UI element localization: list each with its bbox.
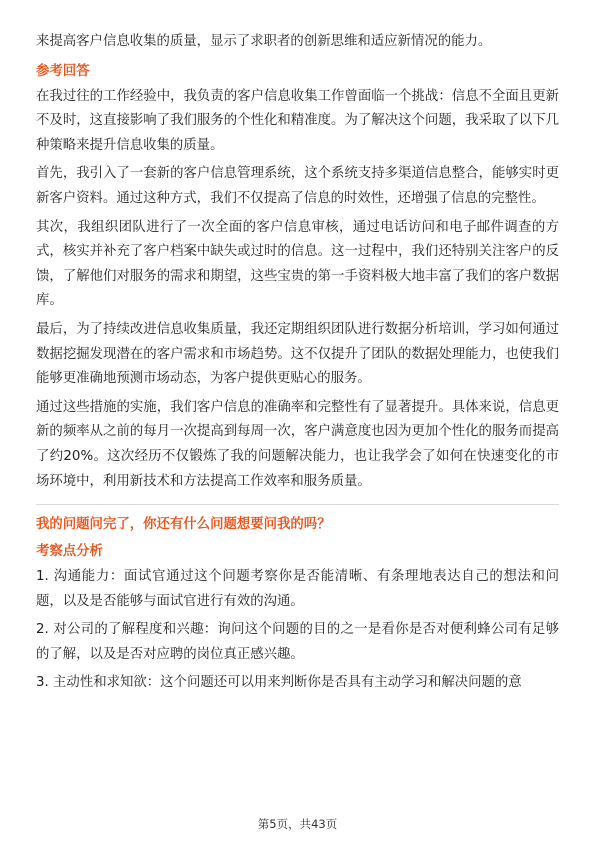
analysis-item: 3. 主动性和求知欲：这个问题还可以用来判断你是否具有主动学习和解决问题的意 (36, 675, 522, 691)
answer-paragraph: 在我过往的工作经验中，我负责的客户信息收集工作曾面临一个挑战：信息不全面且更新不及时，这直接影响了我们服务的个性化和精准度。为了解决这个问题，我采取了以下几种策略来提升信息收集的质量。 (36, 88, 559, 153)
question-title: 我的问题问完了，你还有什么问题想要问我的吗？ (36, 517, 331, 533)
answer-paragraph: 首先，我引入了一套新的客户信息管理系统，这个系统支持多渠道信息整合，能够实时更新客户资料。通过这种方式，我们不仅提高了信息的时效性，还增强了信息的完整性。 (36, 166, 559, 206)
analysis-item: 1. 沟通能力：面试官通过这个问题考察你是否能清晰、有条理地表达自己的想法和问题，以及是否能够与面试官进行有效的沟通。 (36, 569, 559, 609)
answer-paragraph: 最后，为了持续改进信息收集质量，我还定期组织团队进行数据分析培训，学习如何通过数据挖掘发现潜在的客户需求和市场趋势。这不仅提升了团队的数据处理能力，也使我们能够更准确地预测市场动态，为客户提供更贴心的服务。 (36, 321, 559, 387)
answer-paragraph: 其次，我组织团队进行了一次全面的客户信息审核，通过电话访问和电子邮件调查的方式，核实并补充了客户档案中缺失或过时的信息。这一过程中，我们还特别关注客户的反馈，了解他们对服务的需求和期望，这些宝贵的第一手资料极大地丰富了我们的客户数据库。 (36, 219, 559, 309)
answer-heading: 参考回答 (36, 63, 90, 79)
analysis-heading: 考察点分析 (36, 544, 103, 560)
page-number-footer: 第5页，共43页 (257, 817, 338, 831)
document-page (36, 30, 559, 700)
section-divider (36, 504, 559, 505)
intro-paragraph: 来提高客户信息收集的质量，显示了求职者的创新思维和适应新情况的能力。 (36, 34, 492, 49)
answer-paragraph: 通过这些措施的实施，我们客户信息的准确率和完整性有了显著提升。具体来说，信息更新的频率从之前的每月一次提高到每周一次，客户满意度也因为更加个性化的服务而提高了约20%。这次经历不仅锻炼了我的问题解决能力，也让我学会了如何在快速变化的市场环境中，利用新技术和方法提高工作效率和服务质量。 (36, 399, 559, 489)
analysis-item: 2. 对公司的了解程度和兴趣：询问这个问题的目的之一是看你是否对便利蜂公司有足够的了解，以及是否对应聘的岗位真正感兴趣。 (36, 622, 559, 662)
